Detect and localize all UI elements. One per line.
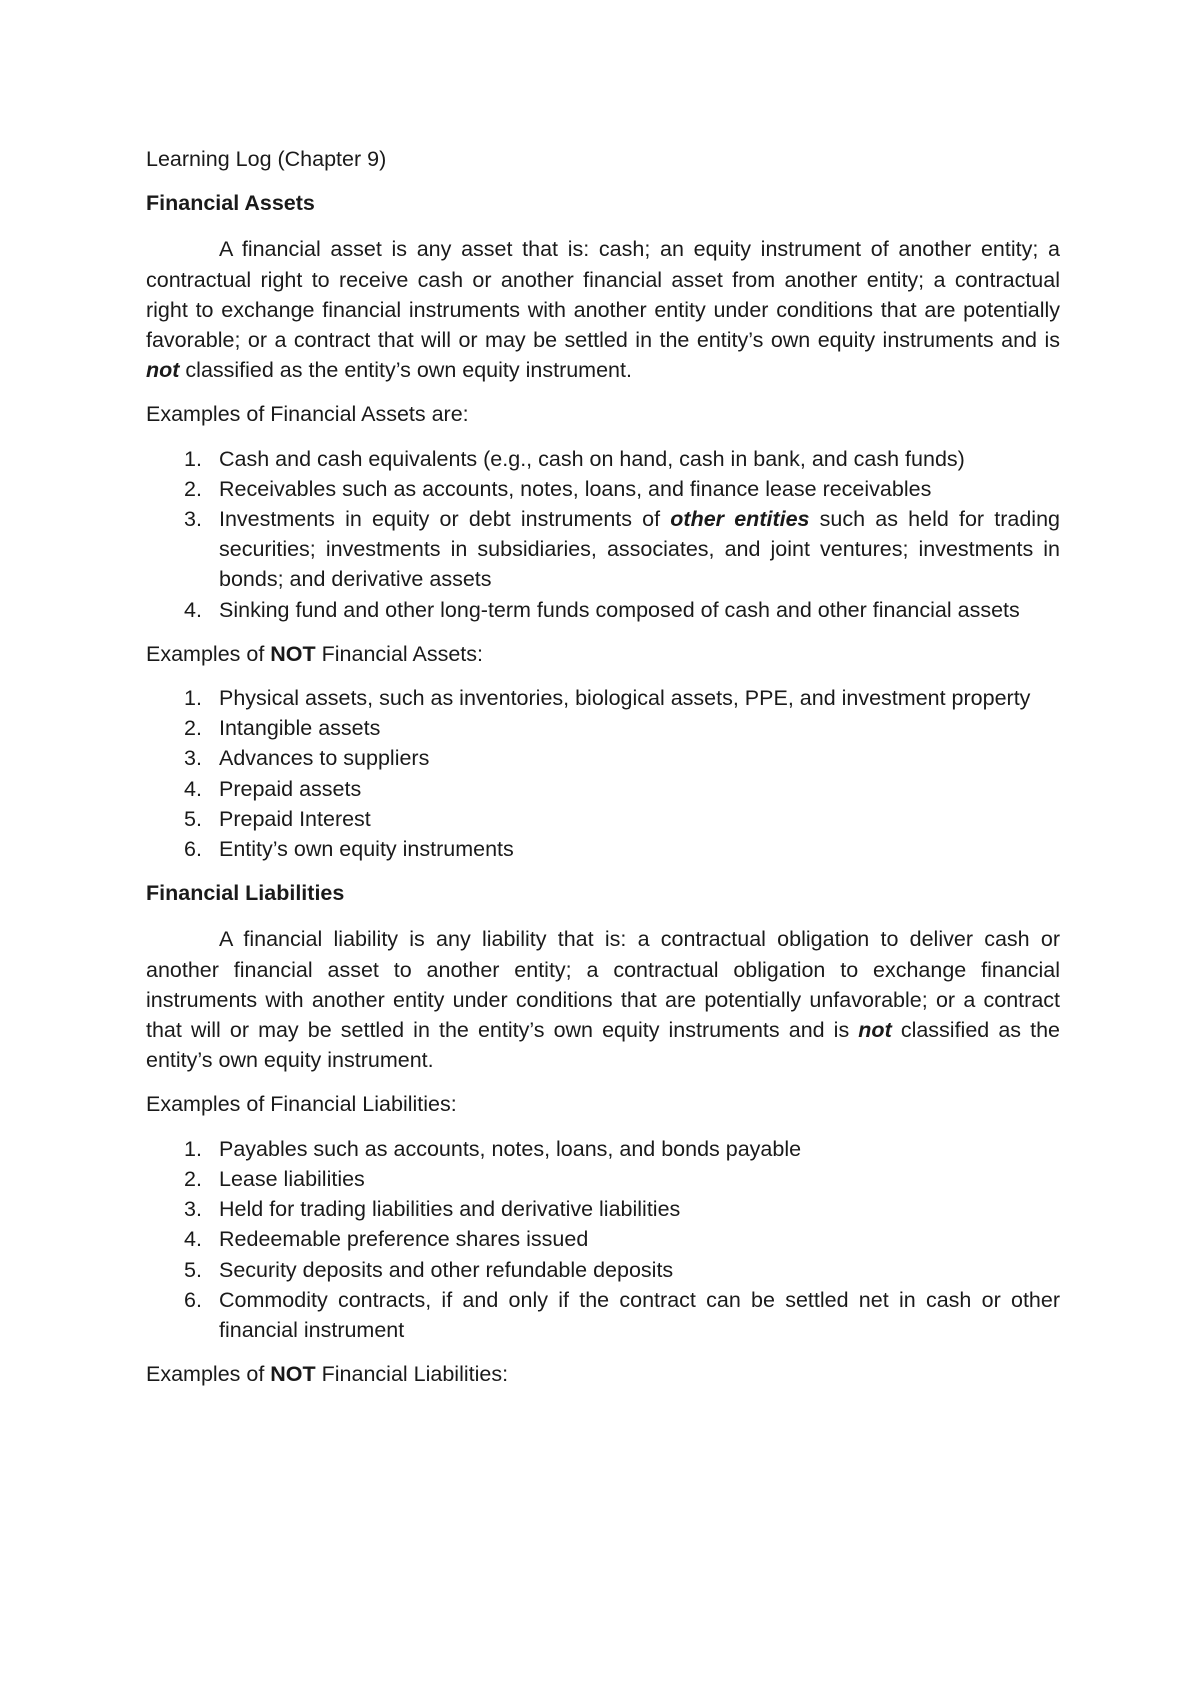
- definition-text: A financial asset is any asset that is: cash; an equity instrument of another entity; a contractual right to receive cash or another financial asset from another entity; a contractual right to exchange financial instruments with another entity under conditions that are potentially favorable; or a contract that will or may be settled in the entity’s own equity instruments and is: [146, 237, 1060, 353]
- list-item-text: Prepaid Interest: [219, 806, 371, 831]
- list-item-text: Lease liabilities: [219, 1166, 365, 1191]
- list-item-number: 4.: [184, 776, 202, 801]
- list-item-number: 1.: [184, 686, 202, 711]
- list-item-text: Security deposits and other refundable deposits: [219, 1257, 674, 1282]
- document-body: [146, 144, 1060, 1403]
- list-item-number: 5.: [184, 1257, 202, 1282]
- intro-text: Examples of: [146, 641, 271, 666]
- list-item-emphasis: other entities: [670, 507, 810, 532]
- list-item: [146, 1255, 1060, 1285]
- list-item-text: Intangible assets: [219, 716, 381, 741]
- list-item: [146, 1285, 1060, 1345]
- list-item-text-end: such as held for trading securities; investments in subsidiaries, associates, and joint ventures; investments in bonds; and derivative assets: [219, 507, 1060, 592]
- not-financial-liabilities-intro: [146, 1359, 1060, 1389]
- list-item-number: 3.: [184, 746, 202, 771]
- financial-assets-examples-list: [146, 444, 1060, 625]
- list-item: [146, 444, 1060, 474]
- list-item-number: 3.: [184, 1197, 202, 1222]
- list-item: [146, 1194, 1060, 1224]
- list-item: [146, 595, 1060, 625]
- list-item-text: Physical assets, such as inventories, biological assets, PPE, and investment property: [219, 686, 1031, 711]
- financial-asset-definition: [146, 234, 1060, 385]
- list-item: [146, 713, 1060, 743]
- list-item: [146, 1224, 1060, 1254]
- financial-liability-definition: [146, 924, 1060, 1075]
- intro-text: Examples of: [146, 1362, 271, 1387]
- list-item-text: Advances to suppliers: [219, 746, 430, 771]
- list-item-number: 2.: [184, 716, 202, 741]
- list-item-number: 4.: [184, 1227, 202, 1252]
- financial-liabilities-examples-intro: Examples of Financial Liabilities:: [146, 1092, 457, 1117]
- list-item: [146, 683, 1060, 713]
- list-item-text: Redeemable preference shares issued: [219, 1227, 589, 1252]
- section-heading-financial-liabilities: Financial Liabilities: [146, 881, 345, 906]
- list-item-number: 5.: [184, 806, 202, 831]
- definition-text-end: classified as the entity’s own equity instrument.: [179, 358, 632, 383]
- list-item-text: Payables such as accounts, notes, loans, and bonds payable: [219, 1136, 802, 1161]
- list-item: [146, 804, 1060, 834]
- intro-emphasis: NOT: [270, 1362, 316, 1387]
- list-item-number: 6.: [184, 837, 202, 862]
- list-item-number: 2.: [184, 1166, 202, 1191]
- list-item: [146, 834, 1060, 864]
- list-item-text: Investments in equity or debt instruments of: [219, 507, 671, 532]
- definition-emphasis: not: [858, 1018, 892, 1043]
- list-item: [146, 743, 1060, 773]
- list-item: [146, 474, 1060, 504]
- list-item-number: 1.: [184, 446, 202, 471]
- not-financial-assets-intro: [146, 639, 1060, 669]
- not-financial-assets-list: [146, 683, 1060, 864]
- section-heading-financial-assets: Financial Assets: [146, 191, 315, 216]
- list-item-text: Sinking fund and other long-term funds composed of cash and other financial assets: [219, 597, 1020, 622]
- document-title: Learning Log (Chapter 9): [146, 147, 387, 171]
- list-item-text: Entity’s own equity instruments: [219, 837, 514, 862]
- list-item-number: 4.: [184, 597, 202, 622]
- definition-text: A financial liability is any liability that is: a contractual obligation to deliver cash or another financial asset to another entity; a contractual obligation to exchange financial instruments with another entity under conditions that are potentially unfavorable; or a contract that will or may be settled in the entity’s own equity instruments and is: [146, 927, 1060, 1043]
- list-item: [146, 1164, 1060, 1194]
- definition-text-end: classified as the entity’s own equity instrument.: [146, 1018, 1060, 1073]
- definition-emphasis: not: [146, 358, 180, 383]
- list-item: [146, 774, 1060, 804]
- list-item-text: Cash and cash equivalents (e.g., cash on hand, cash in bank, and cash funds): [219, 446, 965, 471]
- intro-emphasis: NOT: [270, 641, 316, 666]
- financial-assets-examples-intro: Examples of Financial Assets are:: [146, 402, 469, 427]
- list-item-text: Receivables such as accounts, notes, loans, and finance lease receivables: [219, 476, 932, 501]
- list-item: [146, 1134, 1060, 1164]
- list-item-number: 3.: [184, 507, 202, 532]
- financial-liabilities-examples-list: [146, 1134, 1060, 1345]
- intro-text-end: Financial Liabilities:: [315, 1362, 509, 1387]
- list-item-text: Prepaid assets: [219, 776, 362, 801]
- intro-text-end: Financial Assets:: [315, 641, 483, 666]
- list-item-number: 2.: [184, 476, 202, 501]
- list-item-text: Held for trading liabilities and derivative liabilities: [219, 1197, 681, 1222]
- list-item-number: 6.: [184, 1287, 202, 1312]
- list-item: [146, 504, 1060, 595]
- list-item-number: 1.: [184, 1136, 202, 1161]
- list-item-text: Commodity contracts, if and only if the contract can be settled net in cash or other financial instrument: [219, 1287, 1060, 1342]
